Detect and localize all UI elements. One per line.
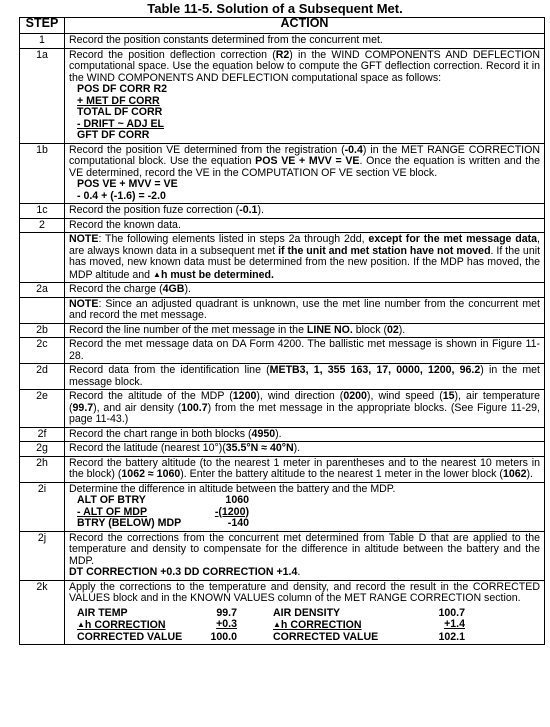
table-row [20,364,545,390]
equation-line: TOTAL DF CORR [77,106,163,118]
table-row [20,297,545,323]
text-run: Record the position deflection correction ( [69,48,276,61]
step-number: 2h [20,456,65,482]
calc-value: -140 [227,517,249,529]
bold-run: 100.7 [181,401,208,414]
table-title: Table 11-5. Solution of a Subsequent Met. [147,1,403,16]
calc-value: 102.1 [438,630,465,643]
bold-run: 02 [386,323,399,336]
text-run: ). [293,442,301,454]
text-run: . Once the equation is written and the VE determined, record the VE in the COMPUTATION OF VE section VE block. [69,155,541,179]
calc-value: 1060 [225,494,249,506]
delta-icon: ▲ [77,620,85,629]
step-number: 2b [20,323,65,338]
note-text [65,233,545,283]
table-row [20,323,545,338]
action-text [65,48,545,143]
action-header: ACTION [65,18,545,34]
equation-block [77,84,540,142]
table-row [20,531,545,580]
step-number: 2i [20,482,65,531]
equation-line: - 0.4 + (-1.6) = -2.0 [77,189,166,202]
header-row [20,18,545,34]
calc-value: +1.4 [444,618,465,630]
step-number: 1c [20,204,65,219]
bold-run: DT CORRECTION +0.3 DD CORRECTION +1.4 [69,566,298,578]
table-row [20,34,545,49]
step-number: 2a [20,283,65,298]
table-row [20,233,545,283]
text-run: Apply the corrections to the temperature and density, and record the result in the CORRECTED VALUES block and in the KNOWN VALUES column of the MET RANGE CORRECTION section. [69,580,540,604]
step-number: 2e [20,390,65,428]
calc-label: CORRECTED VALUE [273,630,379,643]
text-run: Record the charge ( [69,283,163,295]
equation-line: POS DF CORR R2 [77,83,168,95]
calc-label: h CORRECTION [84,619,166,631]
text-run: ). [526,468,533,480]
text-run: . [297,566,301,578]
table-row [20,283,545,298]
bold-run: 4GB [162,283,185,295]
step-number: 1 [20,34,65,49]
step-number: 2c [20,338,65,364]
step-number-empty [20,297,65,323]
calc-value: 99.7 [216,606,237,619]
table-row [20,442,545,457]
text-run: Record the latitude (nearest 10°)( [69,442,226,454]
text-run: ) in the met message block. [69,364,540,388]
table-row [20,338,545,364]
text-run: , are always known data in a subsequent met [69,233,540,257]
equation-line: - DRIFT ~ ADJ EL [77,117,165,130]
action-text [65,143,545,204]
step-number: 1b [20,143,65,204]
calc-label: AIR TEMP [77,606,128,619]
bold-run: R2 [275,48,290,61]
table-row [20,48,545,143]
text-run: ), wind speed ( [366,390,443,402]
text-run: ). Enter the battery altitude to the nearest 1 meter in the lower block ( [180,468,503,480]
text-run: Record the corrections from the concurrent met determined from Table D that are applied to the temperature and density to compensate for the difference in altitude between the battery and the MDP. [69,531,540,567]
solution-table [19,17,545,645]
text-run: ) in the WIND COMPONENTS AND DEFLECTION computational space. Use the equation below to compute the GFT deflection correction. Record it in the WIND COMPONENTS AND DEFLECTION computational space as follows: [69,48,540,84]
action-text: Record the met message data on DA Form 4200. The ballistic met message is shown in Figure 11-28. [65,338,545,364]
bold-run: -0.1 [239,204,258,216]
bold-run: 15 [442,390,455,402]
text-run: . If the unit has moved, new known data must be determined from the new position. If the MDP has moved, the MDP altitude and [69,244,541,281]
note-label: NOTE [69,233,99,245]
action-text [65,427,545,442]
text-run: ). [398,323,406,336]
text-run: : Since an adjusted quadrant is unknown, use the met line number from the concurrent met and record the met message. [69,297,540,321]
equation-line: GFT DF CORR [77,129,150,141]
correction-calc [77,608,540,644]
bold-run: 1062 [502,468,527,480]
action-text [65,442,545,457]
calc-label: AIR DENSITY [273,606,341,619]
equation-block [77,179,540,202]
delta-icon: ▲ [153,269,161,279]
bold-run: if the unit and met station have not moved [278,244,491,257]
step-number: 2d [20,364,65,390]
text-run: Determine the difference in altitude between the battery and the MDP. [69,482,396,495]
action-text [65,580,545,645]
text-run: Record the position VE determined from the registration ( [69,143,345,156]
text-run: ). [184,283,191,295]
step-number-empty [20,233,65,283]
calc-label: ALT OF BTRY [77,494,146,506]
bold-run: 99.7 [72,401,94,414]
note-label: NOTE [69,297,99,310]
bold-run: 0200 [343,390,367,402]
bold-run: POS VE + MVV = VE [255,155,360,167]
step-number: 2k [20,580,65,645]
text-run: Record the altitude of the MDP ( [69,390,233,402]
bold-run: 4950 [251,427,276,440]
calc-label: h CORRECTION [280,619,362,631]
bold-run: except for the met message data [368,233,538,245]
text-run: Record the position fuze correction ( [69,204,240,216]
delta-icon: ▲ [273,620,281,629]
action-text: Record the position constants determined from the concurrent met. [65,34,545,49]
calc-value: -(1200) [214,505,249,518]
text-run: Record the chart range in both blocks ( [69,427,252,440]
calc-label: CORRECTED VALUE [77,630,183,643]
text-run: ). [275,427,282,440]
step-number: 2j [20,531,65,580]
table-row [20,580,545,645]
equation-line: + MET DF CORR [77,94,160,107]
step-header: STEP [20,18,65,34]
table-row [20,143,545,204]
calc-label: BTRY (BELOW) MDP [77,517,182,529]
calc-value: +0.3 [216,618,237,630]
text-run: : The following elements listed in steps 2a through 2dd, [98,233,369,245]
action-text [65,204,545,219]
action-text [65,482,545,531]
altitude-calc [77,495,540,530]
text-run: Record the line number of the met message in the [69,323,307,336]
table-row [20,204,545,219]
text-run: block ( [352,323,387,336]
table-row [20,218,545,233]
text-run: ) in the MET RANGE CORRECTION computational block. Use the equation [69,143,540,167]
calc-label: - ALT OF MDP [77,505,148,518]
text-run: Record data from the identification line ( [69,364,270,376]
step-number: 2g [20,442,65,457]
bold-run: 1062 ≈ 1060 [121,468,181,480]
table-row [20,456,545,482]
bold-run: METB3, 1, 355 163, 17, 0000, 1200, 96.2 [269,364,481,376]
action-text [65,456,545,482]
action-text [65,323,545,338]
calc-value: 100.0 [210,630,237,643]
bold-run: 35.5°N ≈ 40°N [225,442,294,454]
table-row [20,390,545,428]
note-text [65,297,545,323]
bold-run: h must be determined. [160,268,274,281]
action-text [65,390,545,428]
step-number: 2f [20,427,65,442]
step-number: 2 [20,218,65,233]
text-run: ), wind direction ( [256,390,344,402]
text-run: ). [257,204,264,216]
action-text [65,531,545,580]
action-text [65,364,545,390]
table-row [20,427,545,442]
text-run: ) from the met message in the appropriate blocks. (See Figure 11-29, page 11-43.) [69,401,540,425]
action-text [65,283,545,298]
equation-line: POS VE + MVV = VE [77,178,178,190]
calc-value: 100.7 [438,606,465,619]
text-run: Record the battery altitude (to the nearest 1 meter in parentheses and to the nearest 10 meters in the block) ( [69,456,540,480]
step-number: 1a [20,48,65,143]
bold-run: 1200 [232,390,257,402]
text-run: ), and air density ( [93,401,182,414]
text-run: ), air temperature ( [69,390,540,414]
table-row [20,482,545,531]
action-text: Record the known data. [65,218,545,233]
bold-run: LINE NO. [306,323,353,336]
bold-run: -0.4 [344,143,363,156]
